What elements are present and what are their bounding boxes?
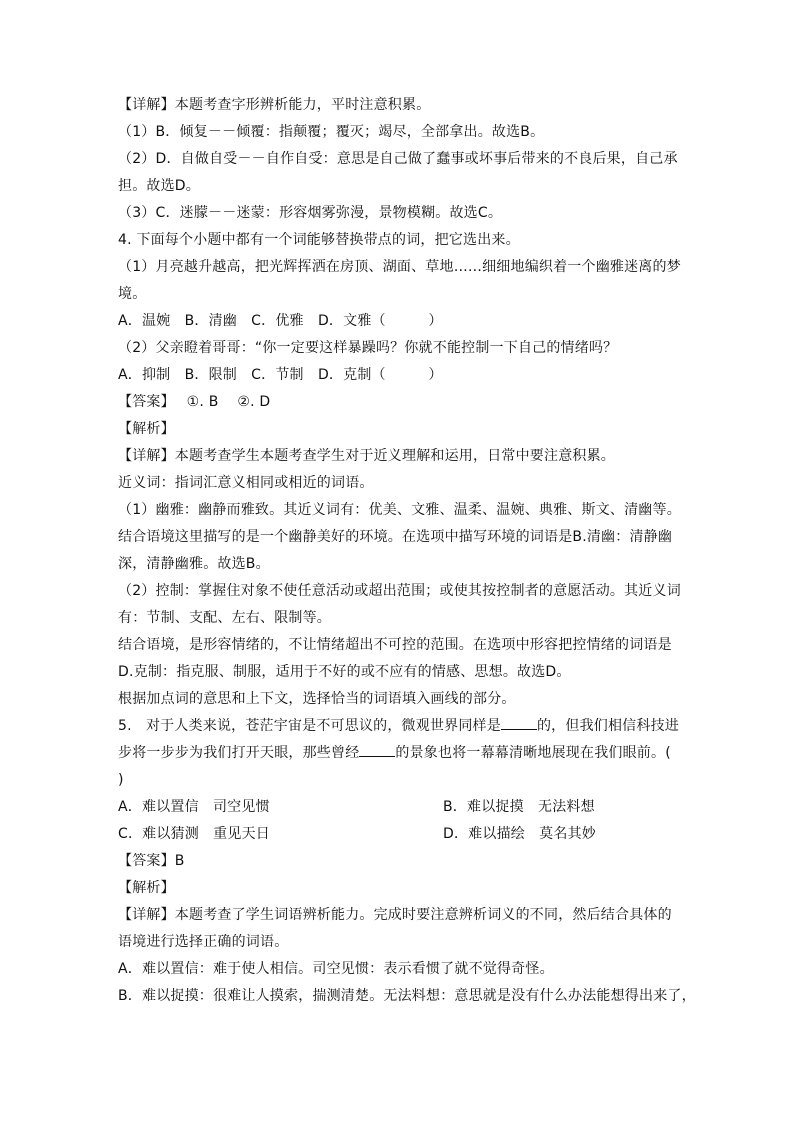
text-line: 结合语境，是形容情绪的，不让情绪超出不可控的范围。在选项中形容把控情绪的词语是 <box>118 637 672 653</box>
text-line: （1）月亮越升越高，把光辉挥洒在房顶、湖面、草地……细细地编织着一个幽雅迷离的梦 <box>118 259 681 275</box>
question-5-line-1 <box>118 713 678 740</box>
q5-text: 的景象也将一幕幕清晰地展现在我们眼前。( <box>395 745 671 761</box>
analysis-heading: 【解析】 <box>118 421 175 437</box>
text-line: （2）控制：掌握住对象不使任意活动或超出范围；或使其按控制者的意愿活动。其近义词 <box>118 583 681 599</box>
option-b: B．难以捉摸 无法料想 <box>443 799 595 815</box>
text-line: 语境进行选择正确的词语。 <box>118 934 289 950</box>
q5-options-row <box>118 821 678 848</box>
text-line: 近义词：指词汇意义相同或相近的词语。 <box>118 475 374 491</box>
options-line: A．抑制 B．限制 C．节制 D．克制（ ） <box>118 367 443 383</box>
question-5-line-2 <box>118 740 678 767</box>
text-line: 深，清静幽雅。故选B。 <box>118 556 270 572</box>
analysis-heading: 【解析】 <box>118 880 175 896</box>
text-line: （1）幽雅：幽静而雅致。其近义词有：优美、文雅、温柔、温婉、典雅、斯文、清幽等。 <box>118 502 681 518</box>
fill-blank <box>359 742 395 757</box>
option-d: D．难以描绘 莫名其妙 <box>443 826 596 842</box>
q5-text: 的，但我们相信科技进 <box>536 718 679 734</box>
text-line: （2）D．自做自受－－自作自受：意思是自己做了蠢事或坏事后带来的不良后果，自己承 <box>118 151 678 167</box>
q5-options-row <box>118 794 678 821</box>
text-line: 境。 <box>118 286 147 302</box>
text-line: （3）C．迷朦－－迷蒙：形容烟雾弥漫，景物模糊。故选C。 <box>118 205 503 221</box>
option-a: A．难以置信 司空见惯 <box>118 799 270 815</box>
text-line: （1）B．倾复－－倾覆：指颠覆；覆灭；竭尽，全部拿出。故选B。 <box>118 124 545 140</box>
option-c: C．难以猜测 重见天日 <box>118 826 270 842</box>
answer-line: 【答案】B <box>118 853 185 869</box>
text-line: 【详解】本题考查了学生词语辨析能力。完成时要注意辨析词义的不同，然后结合具体的 <box>118 907 672 923</box>
text-line: 【详解】本题考查学生本题考查学生对于近义理解和运用，日常中要注意积累。 <box>118 448 615 464</box>
question-5-line-3: ) <box>118 772 124 788</box>
fill-blank <box>501 715 537 730</box>
text-line: 【详解】本题考查字形辨析能力，平时注意积累。 <box>118 97 431 113</box>
text-line: 担。故选D。 <box>118 178 200 194</box>
options-line: A．温婉 B．清幽 C．优雅 D．文雅（ ） <box>118 313 443 329</box>
answer-line: 【答案】 ①. B ②. D <box>118 394 271 410</box>
text-line: （2）父亲瞪着哥哥：“你一定要这样暴躁吗？你就不能控制一下自己的情绪吗？ <box>118 340 618 356</box>
text-line: D.克制：指克服、制服，适用于不好的或不应有的情感、思想。故选D。 <box>118 664 571 680</box>
document-page <box>118 92 696 1010</box>
text-line: A．难以置信：难于使人相信。司空见惯：表示看惯了就不觉得奇怪。 <box>118 961 554 977</box>
question-4-title: 4. 下面每个小题中都有一个词能够替换带点的词，把它选出来。 <box>118 232 520 248</box>
text-line: 结合语境这里描写的是一个幽静美好的环境。在选项中描写环境的词语是B.清幽：清静幽 <box>118 529 673 545</box>
q5-text: 5. 对于人类来说，苍茫宇宙是不可思议的，微观世界同样是 <box>118 718 501 734</box>
text-line: 有：节制、支配、左右、限制等。 <box>118 610 331 626</box>
text-line: 根据加点词的意思和上下文，选择恰当的词语填入画线的部分。 <box>118 691 516 707</box>
text-line: B．难以捉摸：很难让人摸索，揣测清楚。无法料想：意思就是没有什么办法能想得出来了， <box>118 988 696 1004</box>
q5-text: 步将一步步为我们打开天眼，那些曾经 <box>118 745 360 761</box>
